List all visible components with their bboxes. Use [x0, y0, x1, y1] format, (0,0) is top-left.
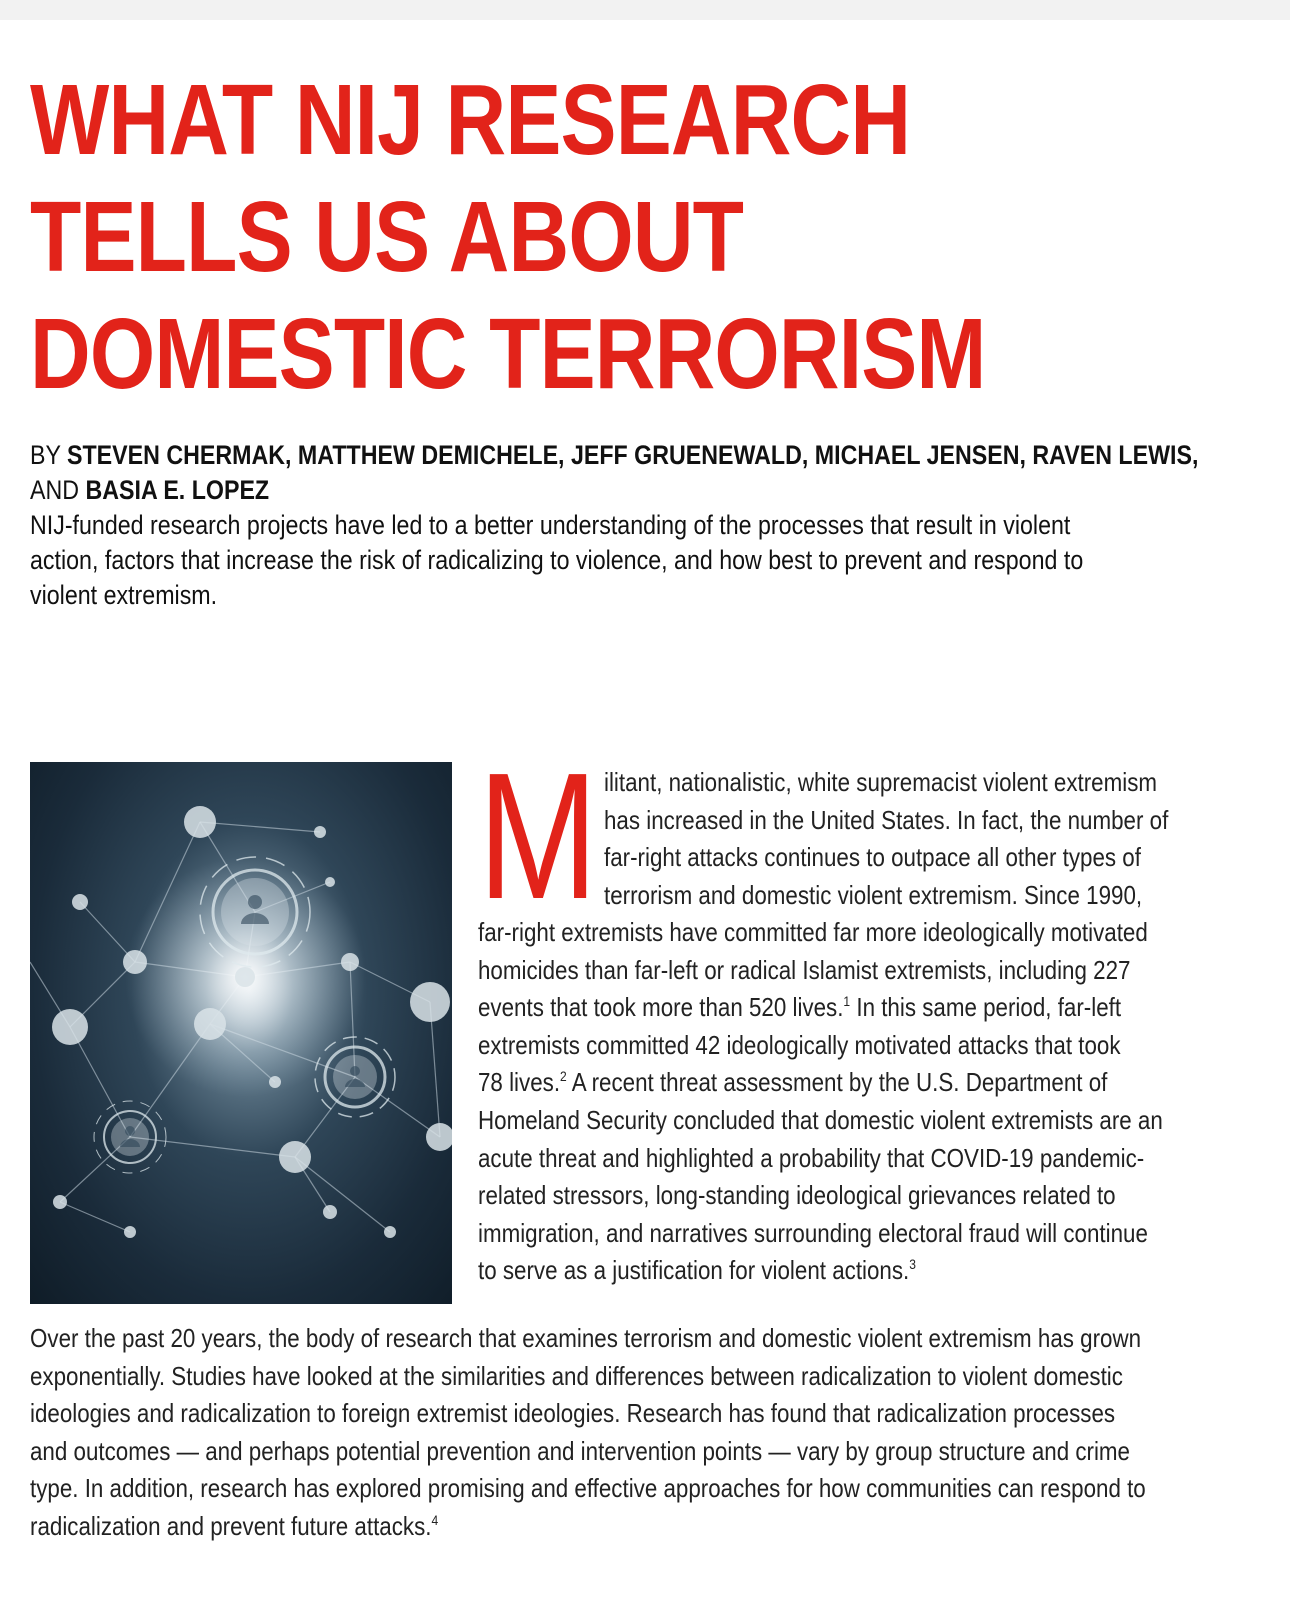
- body-line: extremists committed 42 ideologically motivated attacks that took: [478, 1029, 1121, 1060]
- second-paragraph: [30, 1320, 1260, 1546]
- footnote-ref[interactable]: 1: [843, 993, 851, 1010]
- byline-authors: STEVEN CHERMAK, MATTHEW DEMICHELE, JEFF GRUENEWALD, MICHAEL JENSEN, RAVEN LEWIS,: [67, 440, 1199, 470]
- body-line: Over the past 20 years, the body of research that examines terrorism and domestic violent extremism has grown: [30, 1323, 1142, 1353]
- drop-cap: M: [478, 736, 598, 937]
- footnote-ref[interactable]: 4: [431, 1511, 439, 1528]
- body-line: ideologies and radicalization to foreign extremist ideologies. Research has found that radicalization processes: [30, 1398, 1116, 1429]
- body-line: far-right extremists have committed far more ideologically motivated: [478, 917, 1148, 947]
- byline: [30, 438, 1234, 508]
- body-line: Homeland Security concluded that domestic violent extremists are an: [478, 1104, 1163, 1135]
- body-line: events that took more than 520 lives.$^1$ In this same period, far-left: [478, 992, 1122, 1023]
- byline-and: AND: [30, 475, 86, 505]
- top-bar: [0, 0, 1290, 20]
- body-line: and outcomes — and perhaps potential prevention and intervention points — vary by group structure and crime: [30, 1435, 1131, 1466]
- body-line: homicides than far-left or radical Islamist extremists, including 227: [478, 954, 1131, 985]
- body-line: related stressors, long-standing ideological grievances related to: [478, 1180, 1116, 1211]
- body-line: has increased in the United States. In fact, the number of: [604, 804, 1169, 835]
- body-line: ilitant, nationalistic, white supremacist violent extremism: [604, 767, 1158, 797]
- body-line: immigration, and narratives surrounding electoral fraud will continue: [478, 1217, 1148, 1248]
- network-illustration: [30, 762, 452, 1304]
- dek-line: NIJ-funded research projects have led to a better understanding of the processes that result in violent: [30, 510, 1071, 540]
- title-line: DOMESTIC TERRORISM: [30, 298, 986, 410]
- body-line: acute threat and highlighted a probability that COVID-19 pandemic-: [478, 1142, 1145, 1173]
- network-people-icon: [30, 762, 452, 1304]
- article-dek: [30, 508, 1174, 613]
- body-line: type. In addition, research has explored promising and effective approaches for how communities can respond to: [30, 1473, 1146, 1504]
- body-line: exponentially. Studies have looked at the similarities and differences between radicalization to violent domestic: [30, 1360, 1123, 1391]
- body-line: far-right attacks continues to outpace all other types of: [604, 842, 1141, 873]
- title-line: WHAT NIJ RESEARCH: [30, 64, 911, 176]
- lead-paragraph: [604, 764, 1232, 914]
- dek-line: violent extremism.: [30, 580, 218, 610]
- footnote-ref[interactable]: 2: [560, 1068, 567, 1085]
- dek-line: action, factors that increase the risk of radicalizing to violence, and how best to prevent and respond to: [30, 545, 1084, 575]
- body-line: 78 lives.$^2$ A recent threat assessment by the U.S. Department of: [478, 1067, 1108, 1098]
- footnote-ref[interactable]: 3: [909, 1256, 916, 1273]
- body-line: terrorism and domestic violent extremism. Since 1990,: [604, 879, 1143, 910]
- lead-paragraph-continued: [478, 914, 1235, 1290]
- body-line: radicalization and prevent future attacks.$^4$: [30, 1510, 439, 1541]
- title-line: TELLS US ABOUT: [30, 181, 744, 293]
- byline-by: BY: [30, 440, 68, 470]
- body-line: to serve as a justification for violent actions.$^3$: [478, 1255, 916, 1286]
- byline-authors: BASIA E. LOPEZ: [85, 475, 270, 505]
- article-title: [30, 62, 1063, 413]
